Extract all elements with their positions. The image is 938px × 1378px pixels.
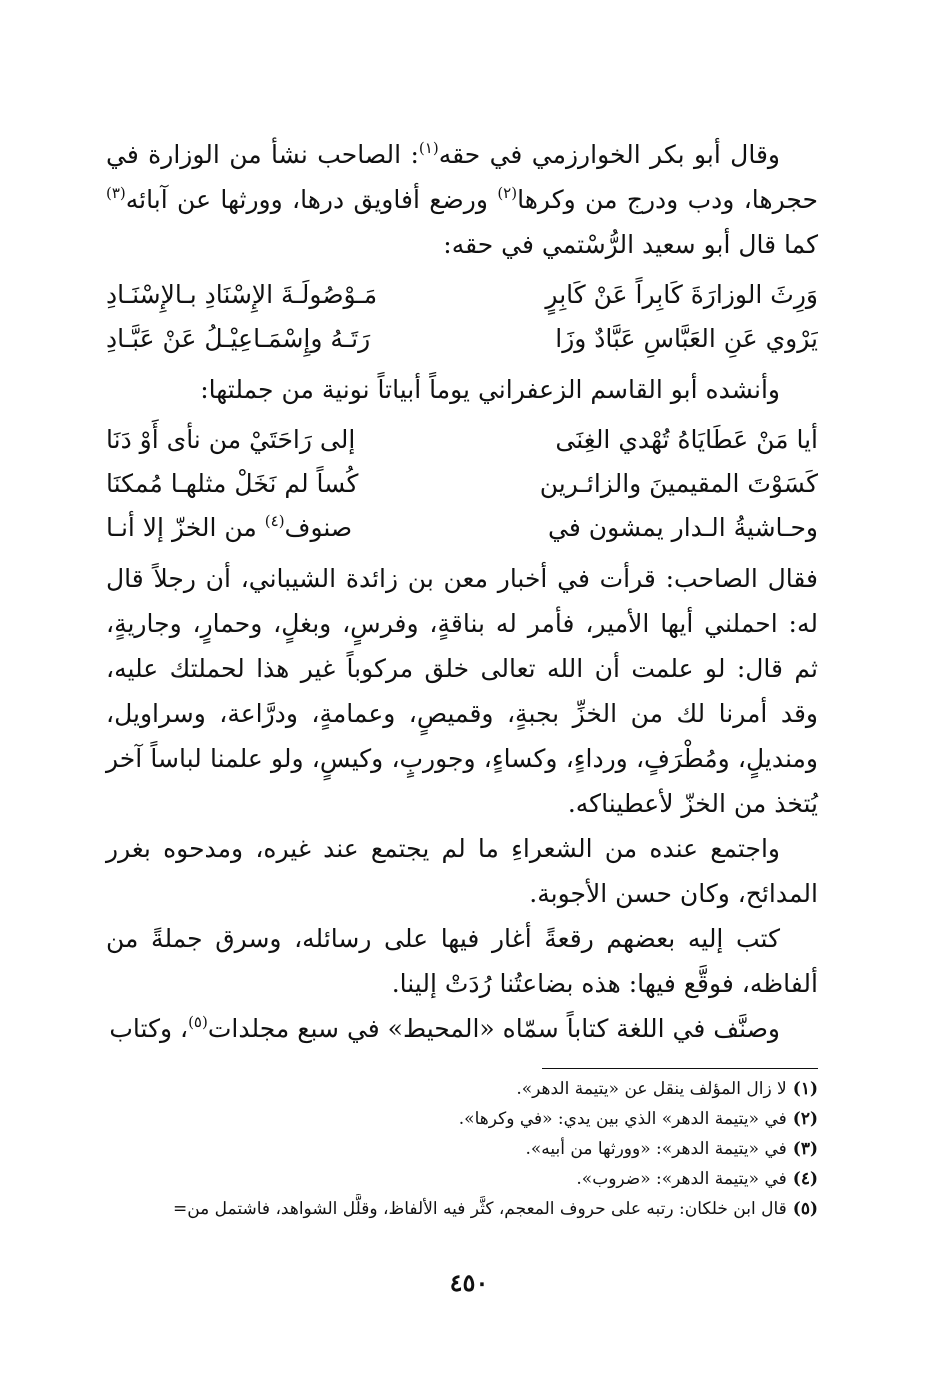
verse-line [106,273,818,317]
verse-second-hemistich: رَتَـهُ وإِسْمَـاعِيْـلُ عَنْ عَبَّـادِ [106,324,371,353]
text-span: ورضع أفاويق درها، وورثها عن آبائه [125,185,498,214]
poem-2 [106,418,818,550]
text-span: كما قال أبو سعيد الرُّسْتمي في حقه: [443,230,818,259]
text-span: وقال أبو بكر الخوارزمي في حقه [438,140,780,169]
verse-first-hemistich: كَسَوْتَ المقيمينَ والزائـرين [539,469,818,498]
verse-line [106,317,818,361]
paragraph-2: وأنشده أبو القاسم الزعفراني يوماً أبياتاً نونية من جملتها: [200,375,780,404]
paragraph-6 [106,1006,818,1051]
poem-1 [106,273,818,361]
footnote-ref-5[interactable]: (٥) [188,1013,208,1031]
footnote [106,1074,818,1104]
footnote-separator [542,1068,818,1069]
footnote-ref-2[interactable]: (٢) [497,184,518,202]
footnote-ref-4[interactable]: (٤) [264,512,285,530]
text-span: ، وكتاب [109,1014,189,1043]
text-span: صنوف [284,513,353,542]
page-number: ٤٥٠ [449,1268,489,1297]
paragraph-1 [106,132,818,267]
verse-line [106,418,818,462]
text-span: من الخزّ إلا أنـا [106,513,265,542]
footnote-text: في «يتيمة الدهر» الذي بين يدي: «في وكرها». [458,1109,787,1129]
footnote-text: في «يتيمة الدهر»: «وورثها من أبيه». [525,1139,787,1159]
paragraph-4: واجتمع عنده من الشعراءِ ما لم يجتمع عند غيره، ومدحوه بغرر المدائح، وكان حسن الأجوبة. [106,834,818,908]
footnote-ref-1[interactable]: (١) [418,139,439,157]
footnote-ref-3[interactable]: (٣) [106,184,126,202]
paragraph-3: فقال الصاحب: قرأت في أخبار معن بن زائدة الشيباني، أن رجلاً قال له: احملني أيها الأمير، فأمر له بناقةٍ، وفرسٍ، وبغلٍ، وحمارٍ، وجاريةٍ، ثم قال: لو علمت أن الله تعالى خلق مركوباً غير هذا لحملتك عليه، وقد أمرنا لك من الخزِّ بجبةٍ، وقميصٍ، وعمامةٍ، ودرَّاعة، وسراويل، ومنديلٍ، ومُطْرَفٍ، ورداءٍ، وكساءٍ، وجوربٍ، وكيسٍ، ولو علمنا لباساً آخر يُتخذ من الخزّ لأعطيناكه. [106,564,818,818]
footnote [106,1134,818,1164]
verse-first-hemistich: يَرْوي عَنِ العَبَّاسِ عَبَّادٌ وزَا [555,324,818,353]
main-text [106,132,818,1051]
footnote-text: لا زال المؤلف ينقل عن «يتيمة الدهر». [516,1079,787,1099]
verse-second-hemistich: مَـوْصُولَـةَ الإِسْنَادِ بـالإِسْنَـادِ [106,280,378,309]
text-span: وصنَّف في اللغة كتاباً سمّاه «المحيط» في سبع مجلدات [207,1014,780,1043]
footnote-number: (٥) [792,1199,818,1219]
footnote-number: (٤) [792,1169,818,1189]
footnote-text: في «يتيمة الدهر»: «ضروب». [576,1169,787,1189]
verse-second-hemistich [106,506,448,550]
footnote-number: (١) [792,1079,818,1099]
footnote-text: قال ابن خلكان: رتبه على حروف المعجم، كثَّر فيه الألفاظ، وقلَّل الشواهد، فاشتمل من= [172,1199,787,1219]
footnote-number: (٣) [792,1139,818,1159]
verse-line [106,462,818,506]
verse-line [106,506,818,550]
verse-first-hemistich: وَرِثَ الوزارَةَ كَابِراً عَنْ كَابِرٍ [545,280,818,309]
footnote [106,1194,818,1224]
verse-second-hemistich: كُساً لم نَخَلْ مثلهـا مُمكنَا [106,469,359,498]
footnote [106,1164,818,1194]
text-span: : الصاحب نشأ من الوزارة في حجرها، ودب ودرج من وكرها [106,140,818,214]
footnotes [106,1074,818,1224]
footnote-number: (٢) [792,1109,818,1129]
verse-first-hemistich: وحـاشيةُ الـدار يمشون في [547,513,818,542]
verse-first-hemistich: أيا مَنْ عَطَايَاهُ تُهْدي الغِنَى [555,425,818,454]
verse-second-hemistich: إلى رَاحَتَيْ من نأى أَوْ دَنَا [106,425,356,454]
footnote [106,1104,818,1134]
paragraph-5: كتب إليه بعضهم رقعةً أغار فيها على رسائله، وسرق جملةً من ألفاظه، فوقَّع فيها: هذه بضاعتُنا رُدَتْ إلينا. [106,924,818,998]
